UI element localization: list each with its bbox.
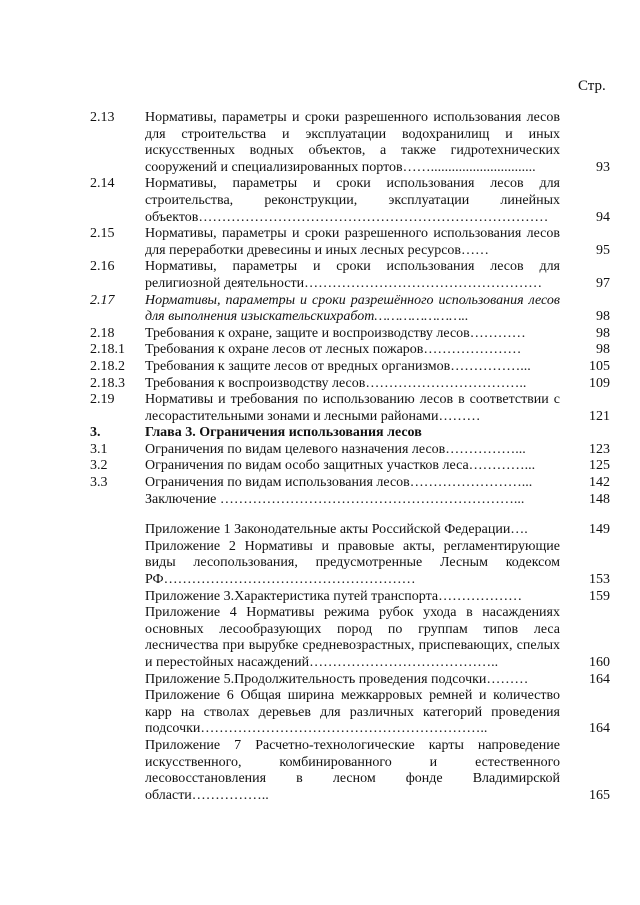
- entry-title: Требования к охране лесов от лесных пожаров…………………: [145, 342, 522, 358]
- entry-number: 3.2: [90, 458, 108, 474]
- appendix-title: Приложение 4 Нормативы режима рубок ухода в насаждениях основных лесообразующих пород по группам типов леса лесничества при вырубке средневозрастных, приспевающих, спелых и перестойных насаждений…………………………………..: [145, 605, 560, 670]
- entry-number: 3.3: [90, 475, 108, 491]
- entry-page: 98: [596, 342, 610, 358]
- appendix-title: Приложение 3.Характеристика путей транспорта………………: [145, 588, 523, 604]
- toc-appendix: [90, 539, 610, 589]
- toc-entry: [90, 326, 610, 343]
- appendix-page: 160: [589, 655, 610, 670]
- entry-title: Нормативы, параметры и сроки разрешенного использования лесов для переработки древесины и иных лесных ресурсов……: [145, 226, 560, 258]
- toc-appendix: [90, 589, 610, 606]
- toc-entry: [90, 176, 610, 226]
- toc-entry: [90, 458, 610, 475]
- entry-page: 121: [589, 408, 610, 424]
- appendix-title: Приложение 1 Законодательные акты Российской Федерации….: [145, 522, 528, 538]
- entry-title: Нормативы, параметры и сроки использования лесов для религиозной деятельности……………………………………………: [145, 259, 560, 291]
- toc-appendix: [90, 605, 610, 671]
- entry-title: Требования к охране, защите и воспроизводству лесов…………: [145, 325, 526, 341]
- toc-entry: [90, 293, 610, 326]
- entry-number: 2.13: [90, 110, 115, 125]
- entry-title: Нормативы, параметры и сроки разрешённого использования лесов для выполнения изыскательскихработ…………………..: [145, 292, 560, 325]
- entry-title: Нормативы, параметры и сроки использования лесов для строительства, реконструкции, эксплуатации линейных объектов…………………………………………………………………: [145, 176, 560, 225]
- entry-page: 105: [589, 358, 610, 374]
- entry-page: 125: [589, 458, 610, 474]
- toc-appendix: [90, 522, 610, 539]
- chapter-title: Глава 3. Ограничения использования лесов: [145, 425, 422, 441]
- appendix-page: 164: [589, 671, 610, 687]
- toc-entry: [90, 442, 610, 459]
- appendix-title: Приложение 7 Расчетно-технологические карты напроведение искусственного, комбинированного и естественного лесовосстановления в лесном фонде Владимирской области……………..: [145, 737, 560, 803]
- entry-number: 2.18.3: [90, 375, 125, 391]
- toc-entry: [90, 259, 610, 292]
- appendix-title: Приложение 6 Общая ширина межкарровых ремней и количество карр на стволах деревьев для различных категорий проведения подсочки……………………………………………………..: [145, 688, 560, 737]
- appendix-page: 159: [589, 588, 610, 604]
- entry-title: Ограничения по видам использования лесов……………………...: [145, 475, 533, 491]
- entry-title: Заключение ………………………………………………………...: [145, 491, 525, 507]
- toc-entry: [90, 359, 610, 376]
- appendix-title: Приложение 2 Нормативы и правовые акты, регламентирующие виды лесопользования, предусмотренные Лесным кодексом РФ………………………………………………: [145, 538, 560, 588]
- entry-title: Требования к защите лесов от вредных организмов……………...: [145, 358, 531, 374]
- toc-entry: [90, 392, 610, 425]
- entry-number: 2.18: [90, 325, 115, 341]
- section-gap: [90, 508, 610, 522]
- entry-title: Нормативы и требования по использованию лесов в соответствии с лесорастительными зонами и лесными районами………: [145, 392, 560, 424]
- table-of-contents: [90, 110, 610, 804]
- toc-entry: [90, 492, 610, 509]
- entry-number: 2.18.1: [90, 342, 125, 358]
- toc-chapter-heading: [90, 425, 610, 442]
- entry-title: Требования к воспроизводству лесов……………………………..: [145, 375, 527, 391]
- entry-page: 109: [589, 375, 610, 391]
- entry-number: 2.15: [90, 226, 115, 242]
- entry-number: 2.19: [90, 392, 115, 408]
- entry-title: Нормативы, параметры и сроки разрешенного использования лесов для строительства и эксплуатации водохранилищ и иных искусственных водных объектов, а также гидротехнических сооружений и специализированных портов……..............................: [145, 110, 560, 175]
- toc-entry: [90, 110, 610, 176]
- entry-title: Ограничения по видам целевого назначения лесов……………...: [145, 441, 526, 457]
- appendix-page: 153: [589, 572, 610, 588]
- entry-page: 98: [596, 325, 610, 341]
- entry-number: 3.1: [90, 441, 108, 457]
- entry-page: 123: [589, 441, 610, 457]
- entry-number: 2.17: [90, 292, 115, 308]
- toc-entry: [90, 226, 610, 259]
- appendix-page: 164: [589, 721, 610, 737]
- toc-appendix: [90, 672, 610, 689]
- appendix-title: Приложение 5.Продолжительность проведения подсочки………: [145, 671, 529, 687]
- entry-title: Ограничения по видам особо защитных участков леса…………...: [145, 458, 536, 474]
- entry-page: 142: [589, 475, 610, 491]
- entry-page: 97: [596, 275, 610, 291]
- toc-appendix: [90, 738, 610, 804]
- appendix-page: 165: [589, 787, 610, 803]
- appendix-page: 149: [589, 522, 610, 538]
- entry-number: 3.: [90, 425, 101, 441]
- entry-number: 2.16: [90, 259, 115, 275]
- page-column-header: Стр.: [578, 78, 606, 94]
- entry-page: 94: [596, 209, 610, 225]
- entry-number: 2.14: [90, 176, 115, 192]
- entry-page: 148: [589, 491, 610, 507]
- entry-number: 2.18.2: [90, 358, 125, 374]
- toc-entry: [90, 475, 610, 492]
- entry-page: 98: [596, 309, 610, 325]
- toc-entry: [90, 342, 610, 359]
- toc-entry: [90, 376, 610, 393]
- entry-page: 95: [596, 242, 610, 258]
- entry-page: 93: [596, 159, 610, 175]
- toc-appendix: [90, 688, 610, 738]
